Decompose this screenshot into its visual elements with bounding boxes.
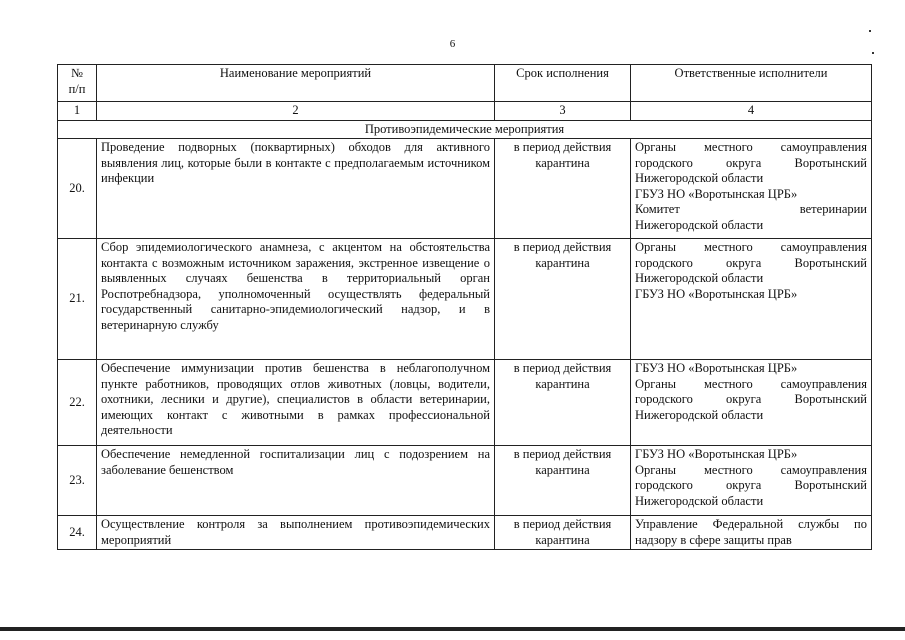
measure-deadline: в период действия карантина	[495, 446, 631, 516]
measure-deadline: в период действия карантина	[495, 239, 631, 360]
measure-name: Проведение подворных (поквартирных) обходов для активного выявления лиц, которые были в контакте с предполагаемым источником инфекции	[97, 139, 495, 239]
responsible-line: Комитет ветеринарии	[635, 202, 867, 216]
measure-responsible	[631, 516, 872, 550]
page-number: 6	[449, 38, 456, 50]
scan-speck	[869, 30, 871, 32]
responsible-line: Нижегородской области	[635, 217, 764, 232]
table-header-row	[58, 65, 872, 102]
measure-responsible	[631, 360, 872, 446]
column-index: 4	[631, 102, 872, 121]
responsible-line: Органы местного самоуправления городского округа Воротынский Нижегородской области	[635, 376, 867, 422]
scan-speck	[872, 52, 874, 54]
measure-name: Сбор эпидемиологического анамнеза, с акцентом на обстоятельства контакта с возможным источником заражения, экстренное извещение о выявленных случаях бешенства в территориальный орган Роспотребнадзора, уполномоченный осуществлять федеральный государственный санитарно-эпидемиологический надзор, и в ветеринарную службу	[97, 239, 495, 360]
scan-edge-bar	[0, 627, 905, 631]
section-row	[58, 120, 872, 139]
header-name: Наименование мероприятий	[97, 65, 495, 102]
table-row	[58, 516, 872, 550]
measure-deadline: в период действия карантина	[495, 360, 631, 446]
table-row	[58, 360, 872, 446]
row-number: 20.	[58, 139, 97, 239]
measure-responsible	[631, 239, 872, 360]
column-index: 2	[97, 102, 495, 121]
column-index: 3	[495, 102, 631, 121]
header-deadline: Срок исполнения	[495, 65, 631, 102]
table-row	[58, 446, 872, 516]
responsible-line: ГБУЗ НО «Воротынская ЦРБ»	[635, 447, 798, 461]
row-number: 21.	[58, 239, 97, 360]
measure-deadline: в период действия карантина	[495, 516, 631, 550]
responsible-line: ГБУЗ НО «Воротынская ЦРБ»	[635, 286, 798, 301]
header-num: № п/п	[58, 65, 97, 102]
responsible-line: Управление Федеральной службы по надзору в сфере защиты прав	[635, 517, 867, 547]
responsible-line: Органы местного самоуправления городского округа Воротынский Нижегородской области	[635, 240, 867, 285]
measure-name: Осуществление контроля за выполнением противоэпидемических мероприятий	[97, 516, 495, 550]
row-number: 24.	[58, 516, 97, 550]
measure-name: Обеспечение немедленной госпитализации лиц с подозрением на заболевание бешенством	[97, 446, 495, 516]
responsible-line: Органы местного самоуправления городского округа Воротынский Нижегородской области	[635, 140, 867, 185]
measures-table	[57, 64, 872, 550]
responsible-line: Органы местного самоуправления городского округа Воротынский Нижегородской области	[635, 462, 867, 508]
table-row	[58, 239, 872, 360]
measure-name: Обеспечение иммунизации против бешенства в неблагополучном пункте работников, проводящих отлов животных (ловцы, водители, охотники, лесники и другие), специалистов в области ветеринарии, имеющих контакт с животными в рамках профессиональной деятельности	[97, 360, 495, 446]
row-number: 22.	[58, 360, 97, 446]
row-number: 23.	[58, 446, 97, 516]
measure-deadline: в период действия карантина	[495, 139, 631, 239]
section-title: Противоэпидемические мероприятия	[58, 120, 872, 139]
responsible-line: ГБУЗ НО «Воротынская ЦРБ»	[635, 186, 798, 201]
responsible-line: ГБУЗ НО «Воротынская ЦРБ»	[635, 361, 798, 375]
table-row	[58, 139, 872, 239]
measure-responsible	[631, 139, 872, 239]
header-responsible: Ответственные исполнители	[631, 65, 872, 102]
column-index: 1	[58, 102, 97, 121]
measure-responsible	[631, 446, 872, 516]
column-index-row	[58, 102, 872, 121]
